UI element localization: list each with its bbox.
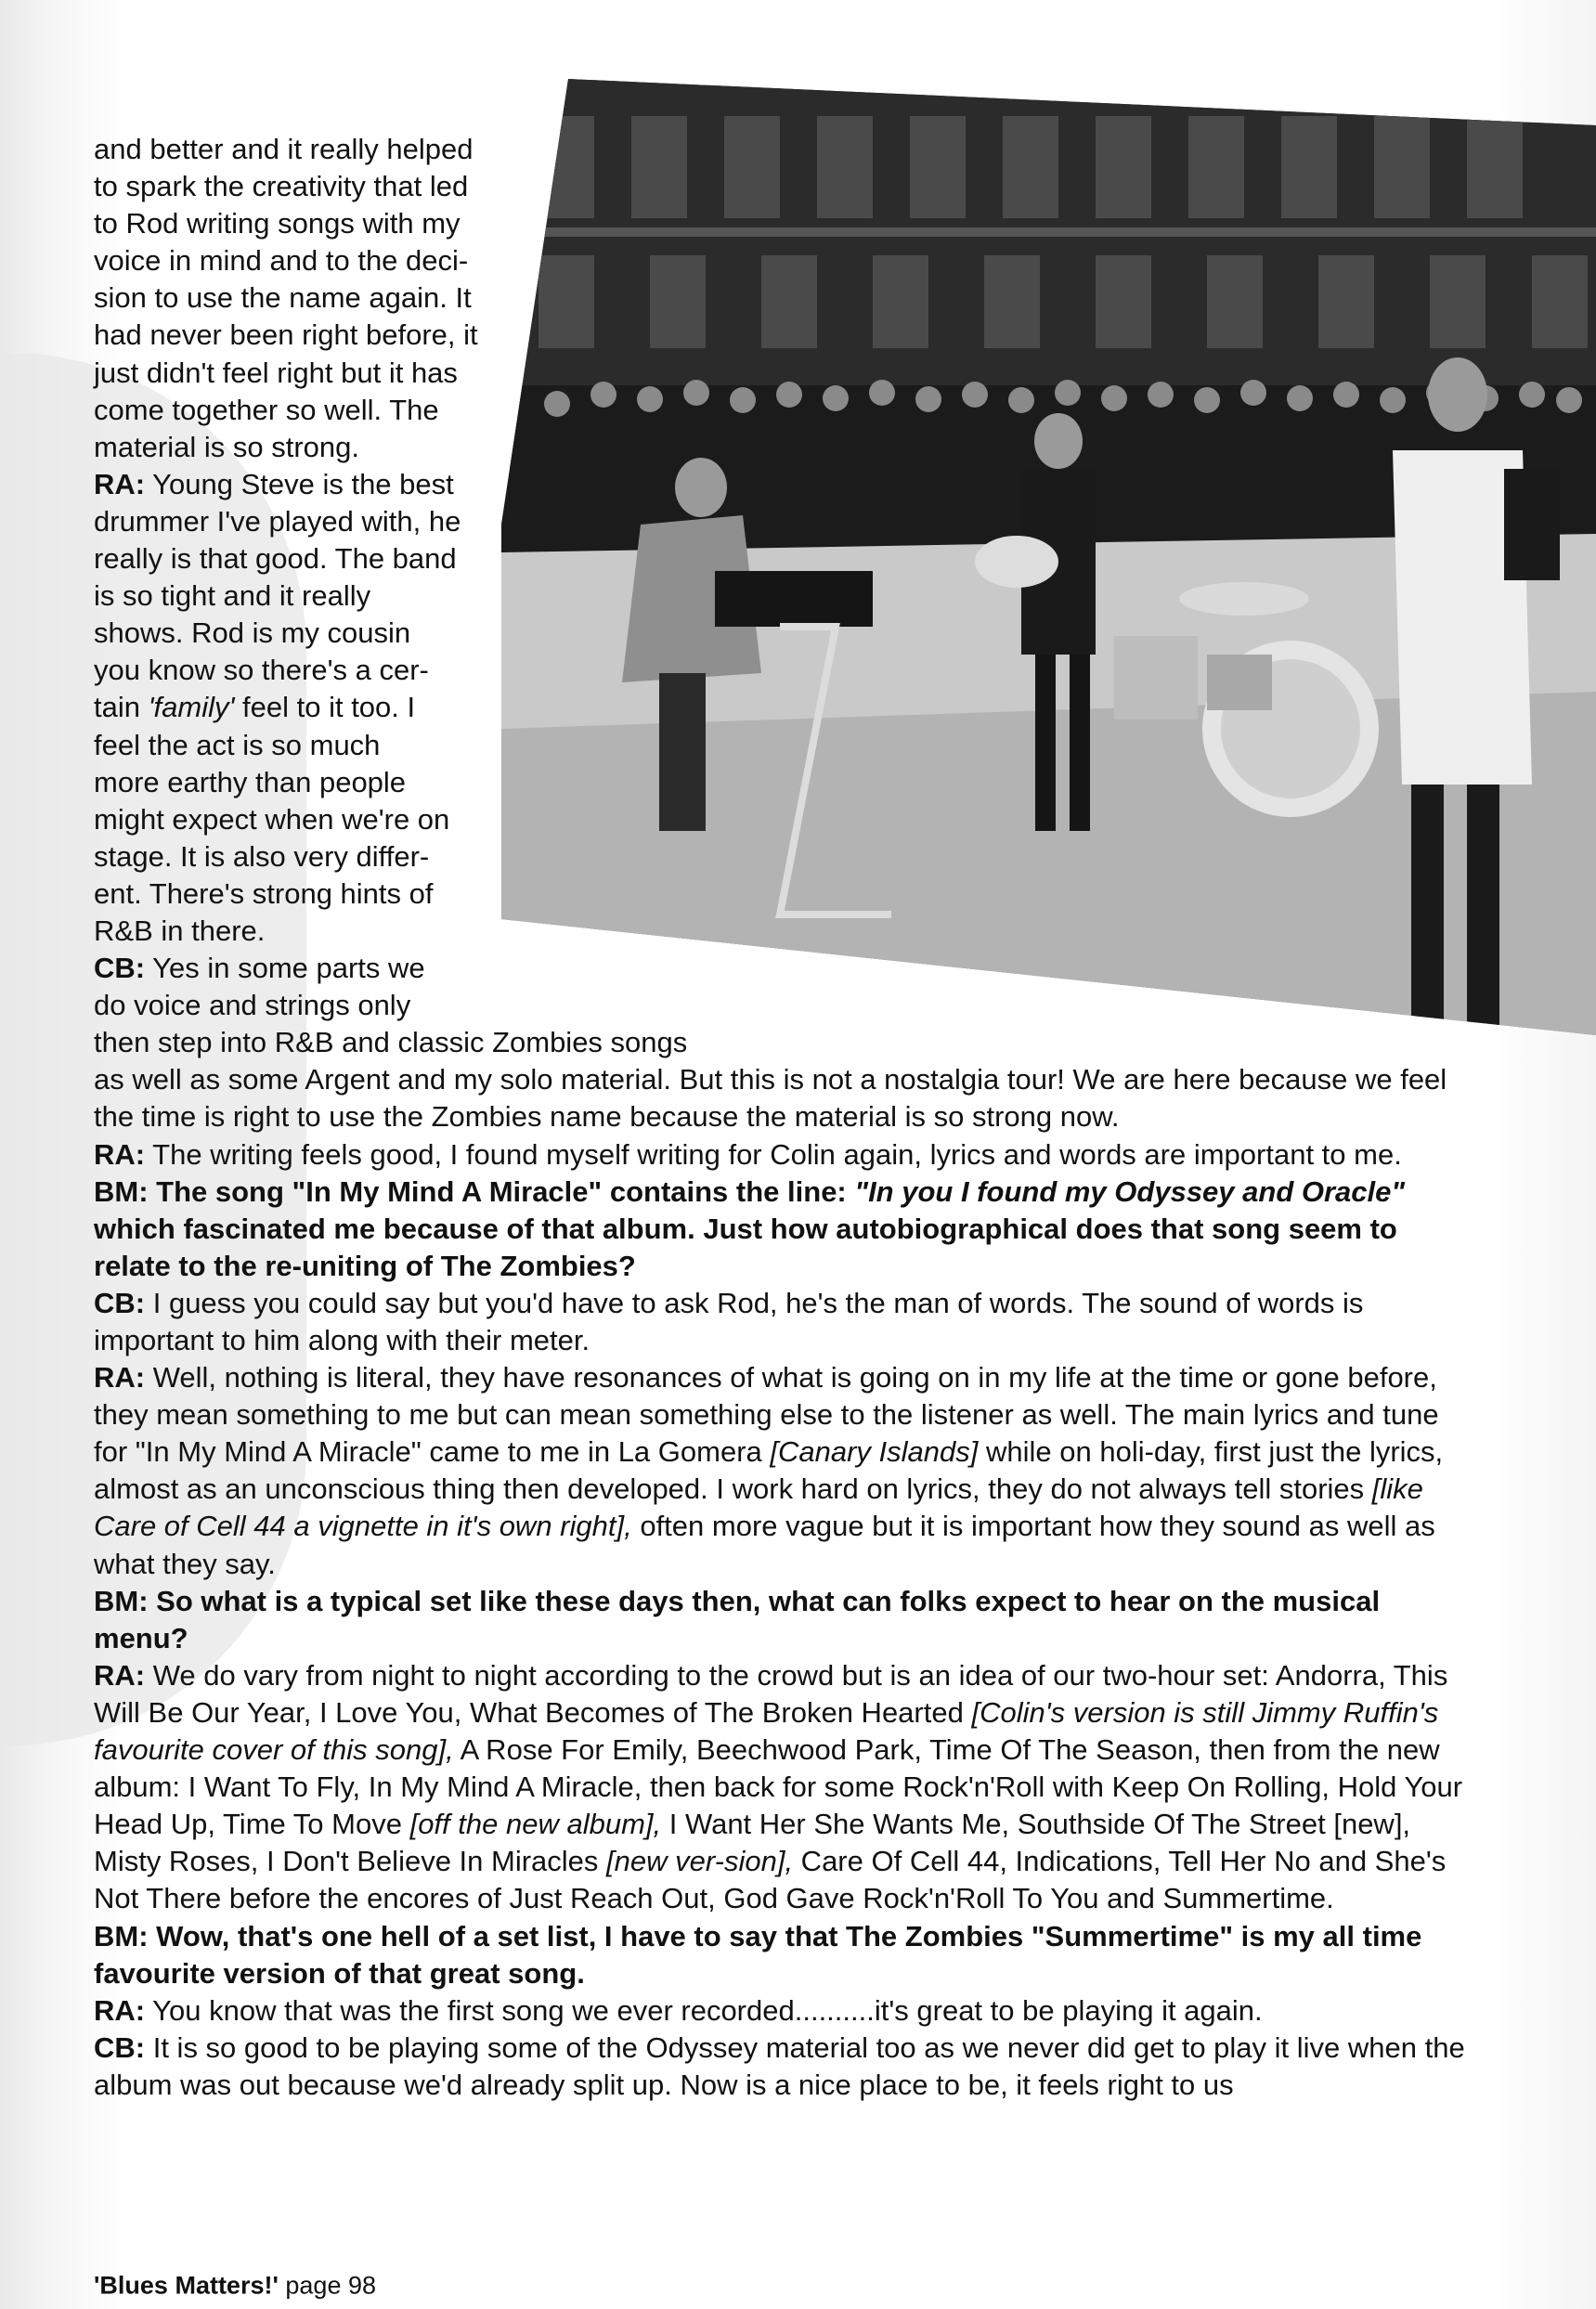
- text-line: more earthy than people: [94, 765, 407, 798]
- text-line: [94, 950, 1468, 987]
- text-line: might expect when we're on: [94, 802, 450, 836]
- text-span: A Rose For Emily, Beechwood Park, Time Of The Season, then from the new album: I Want To Fly, In My Mind A Miracle, then back for some Rock'n'Roll with Keep On Rolling, Hold Your Head Up, Time To Move: [94, 1733, 1463, 1841]
- text-span: Care Of Cell 44, Indications, Tell Her No and She's Not There before the encores of Just Reach Out, God Gave Rock'n'Roll To You and Summertime.: [94, 1845, 1447, 1915]
- text-span: It is so good to be playing some of the Odyssey material too as we never did get to play it live when the album was out because we'd already split up. Now is a nice place to be, it feels right to us: [94, 2030, 1465, 2101]
- text-span: Young Steve is the best: [145, 467, 454, 500]
- ra-answer-1: [94, 466, 1468, 950]
- speaker-label: CB:: [94, 2030, 146, 2064]
- text-line: feel the act is so much: [94, 728, 381, 761]
- magazine-name: 'Blues Matters!': [94, 2271, 279, 2300]
- text-line: stage. It is also very differ-: [94, 839, 430, 873]
- cb-answer-2: [94, 1285, 1468, 1359]
- text-span: often more vague but it is important how they sound as well as what they say.: [94, 1510, 1435, 1580]
- italic-span: [Canary Islands]: [770, 1435, 979, 1469]
- text-line: come together so well. The: [94, 393, 439, 426]
- text-span: I guess you could say but you'd have to ask Rod, he's the man of words. The sound of words is important to him along with their meter.: [94, 1286, 1364, 1356]
- speaker-label: RA:: [94, 1993, 146, 2027]
- text-line: to spark the creativity that led: [94, 170, 469, 203]
- text-span: Well, nothing is literal, they have resonances of what is going on in my life at the time or gone before, they mean something to me but can mean something else to the listener as well. The main lyrics and tune for "In My Mind A Miracle" came to me in La Gomera: [94, 1361, 1439, 1469]
- text-line: then step into R&B and classic Zombies songs: [94, 1026, 688, 1059]
- speaker-label: RA:: [94, 1361, 146, 1394]
- text-span: You know that was the first song we ever recorded..........it's great to be playing it again.: [145, 1993, 1263, 2027]
- text-line: [94, 466, 1468, 503]
- text-span: as well as some Argent and my solo material. But this is not a nostalgia tour! We are here because we feel the time is right to use the Zombies name because the material is so strong now.: [94, 1063, 1447, 1134]
- cb-answer-1: [94, 950, 1468, 1135]
- text-line: you know so there's a cer-: [94, 654, 429, 687]
- italic-span: 'family': [148, 691, 235, 724]
- italic-span: [off the new album],: [409, 1808, 662, 1841]
- text-line: shows. Rod is my cousin: [94, 616, 411, 650]
- bm-question-2: BM: So what is a typical set like these days then, what can folks expect to hear on the musical menu?: [94, 1584, 1381, 1654]
- speaker-label: RA:: [94, 1658, 146, 1692]
- text-span: which fascinated me because of that album. Just how autobiographical does that song seem to relate to the re-uniting of The Zombies?: [94, 1212, 1397, 1282]
- text-line: is so tight and it really: [94, 579, 371, 613]
- text-span: feel to it too. I: [234, 691, 416, 724]
- ra-answer-2: [94, 1136, 1468, 1174]
- page-footer: [94, 2272, 376, 2301]
- text-line: sion to use the name again. It: [94, 281, 472, 315]
- speaker-label: CB:: [94, 952, 146, 985]
- text-line: had never been right before, it: [94, 318, 478, 352]
- italic-span: [new ver-sion],: [606, 1845, 794, 1878]
- italic-span: [Colin's version is still Jimmy Ruffin's favourite cover of this song],: [94, 1695, 1439, 1767]
- intro-paragraph: [94, 131, 1468, 466]
- text-span: tain: [94, 691, 149, 724]
- speaker-label: CB:: [94, 1286, 146, 1319]
- ra-answer-5: [94, 1992, 1468, 2030]
- text-line: [94, 689, 1468, 726]
- text-line: do voice and strings only: [94, 989, 411, 1022]
- text-span: BM: The song "In My Mind A Miracle" contains the line:: [94, 1174, 855, 1208]
- bm-question-1: [94, 1174, 1468, 1285]
- text-line: really is that good. The band: [94, 542, 457, 576]
- text-line: and better and it really helped: [94, 133, 474, 165]
- text-line: voice in mind and to the deci-: [94, 244, 469, 278]
- cb-answer-3: [94, 2030, 1468, 2104]
- text-span: The writing feels good, I found myself writing for Colin again, lyrics and words are important to me.: [145, 1137, 1402, 1171]
- text-line: ent. There's strong hints of: [94, 876, 434, 910]
- speaker-label: RA:: [94, 1137, 146, 1171]
- page-number: page 98: [278, 2271, 376, 2300]
- text-span: We do vary from night to night according to the crowd but is an idea of our two-hour set: Andorra, This Will Be Our Year, I Love You, What Becomes of The Broken Hearted: [94, 1658, 1448, 1729]
- article-body: [94, 131, 1468, 2104]
- text-span: Yes in some parts we: [145, 952, 425, 985]
- text-line: drummer I've played with, he: [94, 504, 461, 538]
- speaker-label: RA:: [94, 467, 146, 500]
- bm-question-3: BM: Wow, that's one hell of a set list, I have to say that The Zombies "Summertime" is my all time favourite version of that great song.: [94, 1919, 1422, 1990]
- text-line: R&B in there.: [94, 914, 266, 947]
- text-span: while on holi-day, first just the lyrics, almost as an unconscious thing then developed. I work hard on lyrics, they do not always tell stories: [94, 1435, 1444, 1506]
- text-span: I Want Her She Wants Me, Southside Of The Street [new], Misty Roses, I Don't Believe In Miracles: [94, 1808, 1411, 1878]
- text-line: just didn't feel right but it has: [94, 356, 458, 389]
- italic-span: "In you I found my Odyssey and Oracle": [854, 1174, 1406, 1208]
- text-line: material is so strong.: [94, 430, 359, 463]
- text-line: to Rod writing songs with my: [94, 207, 461, 240]
- ra-answer-3: [94, 1359, 1468, 1583]
- italic-span: [like Care of Cell 44 a vignette in it's own right],: [94, 1472, 1423, 1543]
- ra-answer-4: [94, 1657, 1468, 1918]
